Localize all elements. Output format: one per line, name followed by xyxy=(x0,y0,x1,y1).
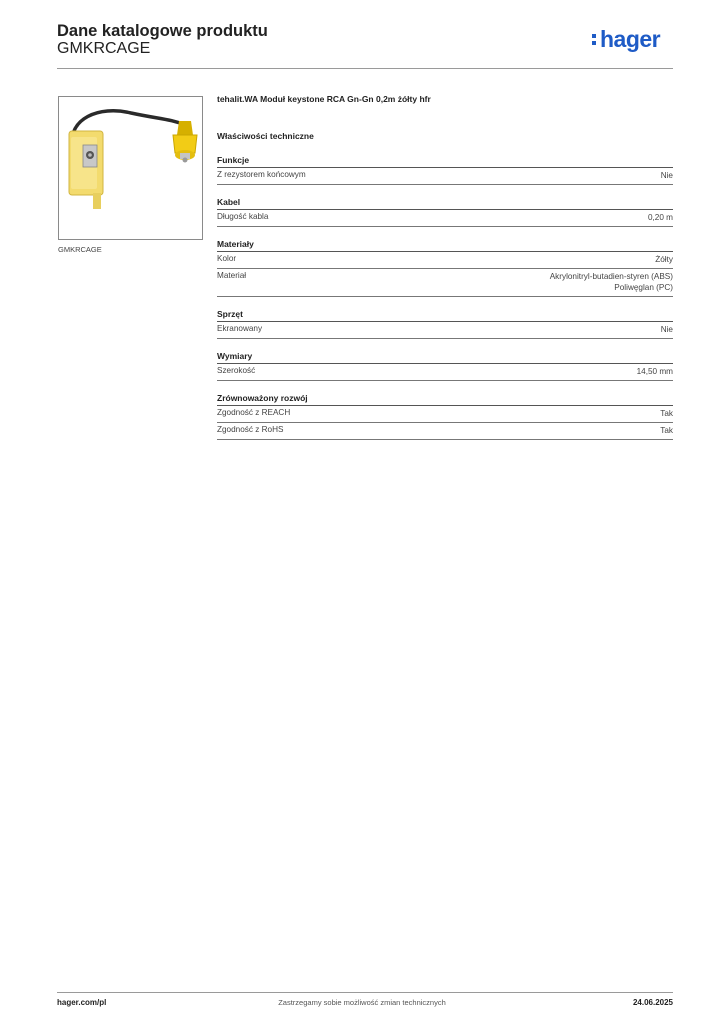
property-label: Szerokość xyxy=(217,366,256,375)
property-row xyxy=(217,252,673,269)
property-label: Z rezystorem końcowym xyxy=(217,170,306,179)
product-name: tehalit.WA Moduł keystone RCA Gn-Gn 0,2m żółty hfr xyxy=(217,94,431,104)
image-caption: GMKRCAGE xyxy=(58,245,102,254)
property-value: Żółty xyxy=(655,255,673,264)
property-value: Tak xyxy=(660,426,673,435)
property-row xyxy=(217,269,673,297)
product-image xyxy=(58,96,203,240)
section-materialy xyxy=(217,239,673,297)
section-kabel xyxy=(217,197,673,227)
section-title: Wymiary xyxy=(217,351,673,364)
section-title: Materiały xyxy=(217,239,673,252)
section-zrownowazony-rozwoj xyxy=(217,393,673,440)
logo-text: hager xyxy=(600,26,661,52)
section-sprzet xyxy=(217,309,673,339)
property-value: 14,50 mm xyxy=(636,367,673,376)
technical-properties-title: Właściwości techniczne xyxy=(217,131,314,141)
section-title: Kabel xyxy=(217,197,673,210)
property-row xyxy=(217,322,673,339)
keystone-module xyxy=(69,131,103,209)
rca-plug xyxy=(173,121,197,163)
property-value: 0,20 m xyxy=(647,213,673,222)
property-row xyxy=(217,210,673,227)
property-label: Kolor xyxy=(217,254,237,263)
page-title: Dane katalogowe produktu xyxy=(57,22,268,40)
property-label: Długość kabla xyxy=(217,212,269,221)
property-row xyxy=(217,168,673,185)
product-details xyxy=(217,94,673,452)
property-label: Zgodność z REACH xyxy=(217,408,291,417)
hager-logo xyxy=(592,28,660,51)
property-row xyxy=(217,423,673,440)
section-funkcje xyxy=(217,155,673,185)
property-label: Zgodność z RoHS xyxy=(217,425,284,434)
section-title: Sprzęt xyxy=(217,309,673,322)
section-title: Zrównoważony rozwój xyxy=(217,393,673,406)
property-row xyxy=(217,406,673,423)
property-value: Nie xyxy=(660,171,673,180)
footer-website-link[interactable]: hager.com/pl xyxy=(57,998,107,1007)
property-value: Nie xyxy=(660,325,673,334)
footer-date: 24.06.2025 xyxy=(632,998,673,1007)
property-row xyxy=(217,364,673,381)
property-value: Akrylonitryl-butadien-styren (ABS) Poliwęglan (PC) xyxy=(549,272,673,292)
footer-divider xyxy=(57,992,673,993)
footer-disclaimer: Zastrzegamy sobie możliwość zmian technicznych xyxy=(278,998,446,1007)
product-code: GMKRCAGE xyxy=(57,40,151,57)
header-divider xyxy=(57,68,673,69)
section-wymiary xyxy=(217,351,673,381)
property-value: Tak xyxy=(660,409,673,418)
section-title: Funkcje xyxy=(217,155,673,168)
property-label: Ekranowany xyxy=(217,324,263,333)
logo-dots-icon xyxy=(592,28,597,50)
keystone-rca-cable-photo-icon xyxy=(59,97,202,239)
property-label: Materiał xyxy=(217,271,247,280)
